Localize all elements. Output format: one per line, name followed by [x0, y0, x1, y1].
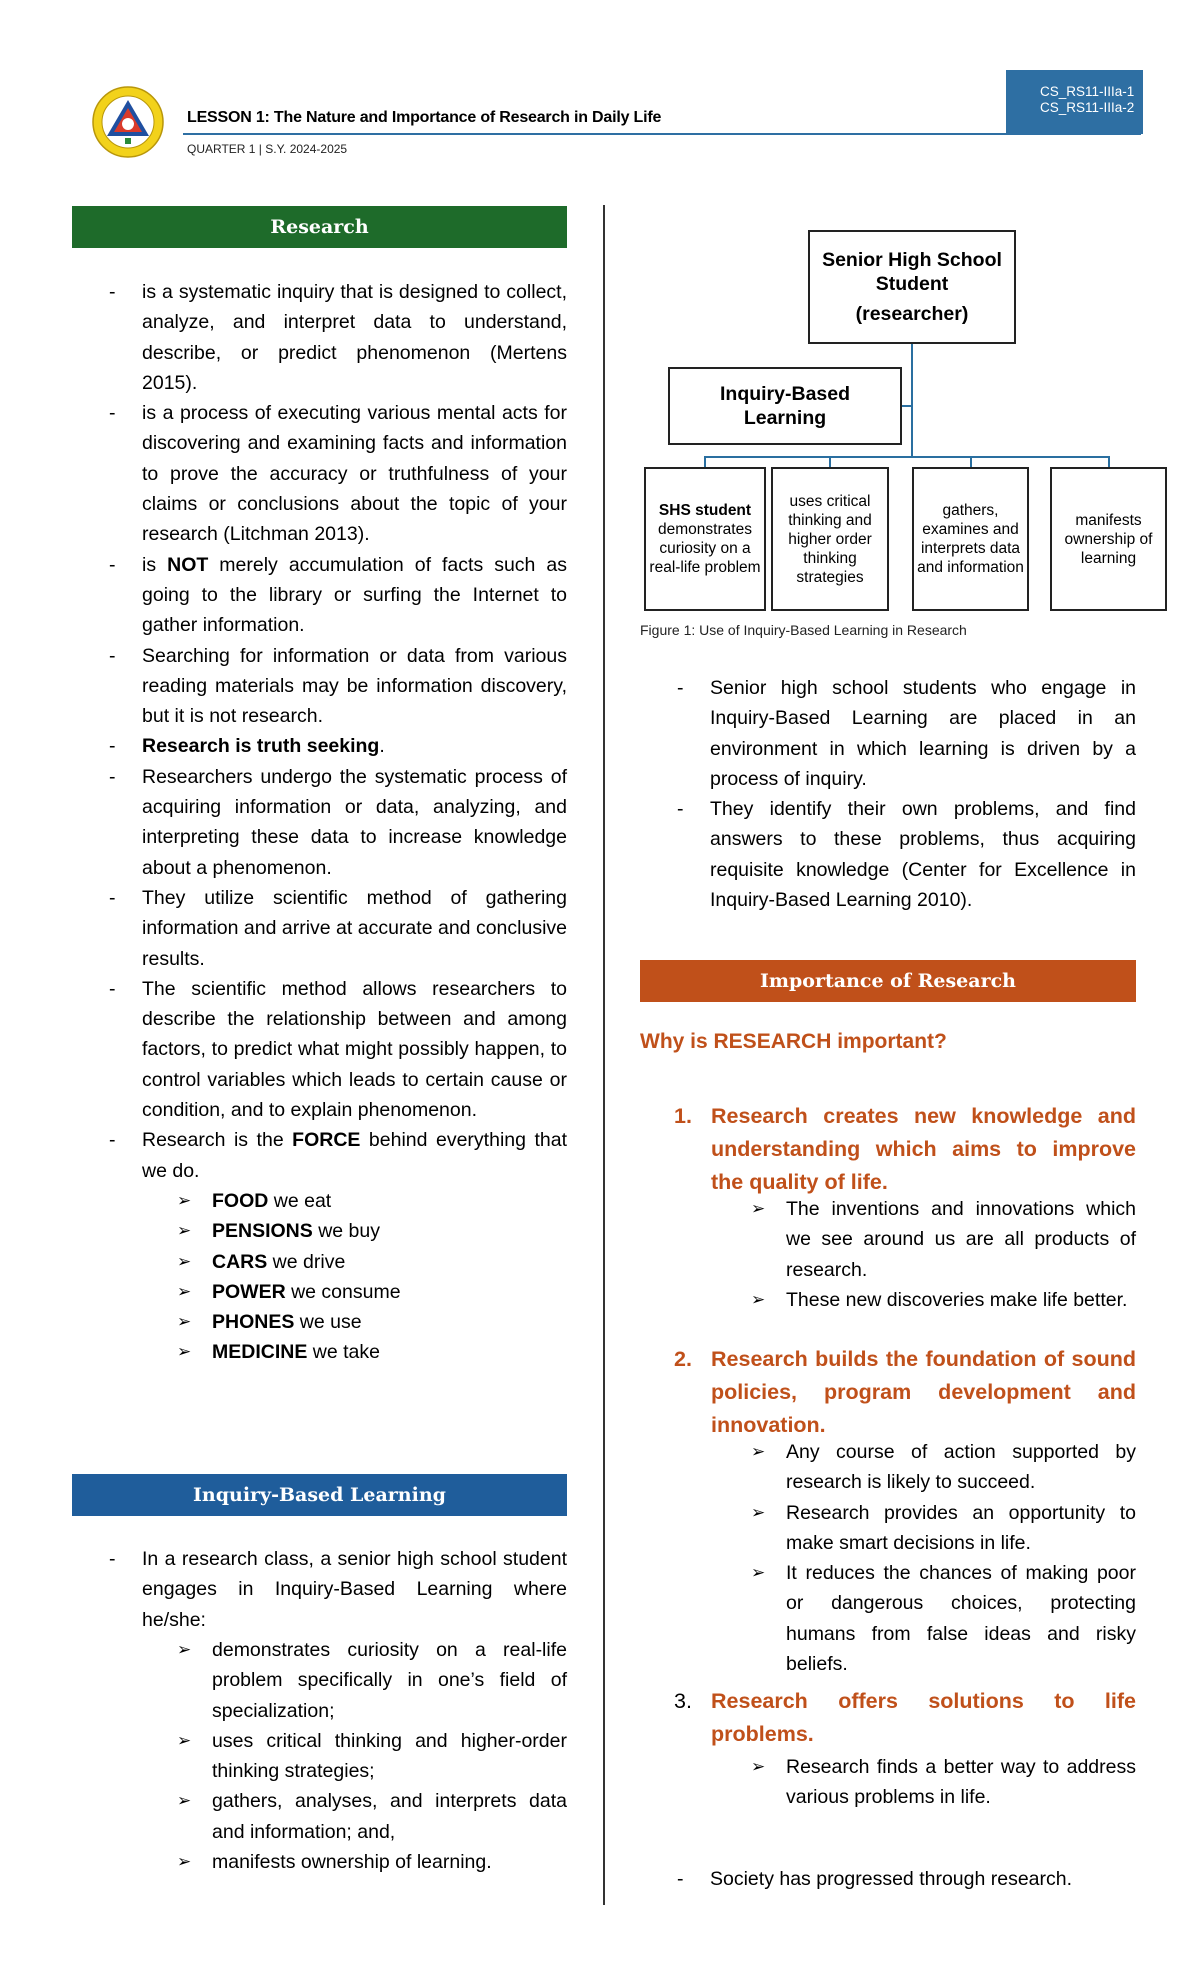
list-item	[177, 1337, 567, 1367]
text-span: .	[379, 735, 385, 758]
emphasis: NOT	[167, 553, 209, 576]
node-text: gathers, examines and interprets data and information	[917, 502, 1024, 576]
list-item: - Researchers undergo the systematic process of acquiring information or data, analyzing, and interpreting these data to increase knowledge about a phenomenon.	[107, 762, 567, 883]
importance-heading: Importance of Research	[640, 960, 1136, 1002]
research-section	[107, 277, 567, 1368]
list-item: - Senior high school students who engage in Inquiry-Based Learning are placed in an environment in which learning is driven by a process of inquiry.	[675, 673, 1136, 794]
diagram-node-curiosity	[644, 467, 766, 611]
list-item: - is a process of executing various mental acts for discovering and examining facts and information to prove the accuracy or truthfulness of your claims or conclusions about the topic of your research (Litchman 2013).	[107, 398, 567, 549]
research-heading: Research	[72, 206, 567, 248]
connector-line	[704, 456, 1110, 458]
node-text: Inquiry-Based	[719, 383, 851, 405]
society-list	[675, 1864, 1136, 1894]
detail-list	[751, 1437, 1136, 1679]
school-seal-logo	[92, 86, 164, 158]
text-span: we buy	[312, 1220, 380, 1243]
list-item	[107, 550, 567, 641]
list-item: - They identify their own problems, and find answers to these problems, thus acquiring requisite knowledge (Center for Excellence in Inquiry-Based Learning 2010).	[675, 794, 1136, 915]
list-item: - is a systematic inquiry that is designed to collect, analyze, and interpret data to understand, describe, or predict phenomenon (Mertens 2015).	[107, 277, 567, 398]
ibl-intro-list	[107, 1544, 567, 1635]
list-item	[177, 1216, 567, 1246]
ibl-explanation	[675, 673, 1136, 915]
list-item	[107, 731, 567, 761]
emphasis: FOOD	[212, 1189, 269, 1212]
point-text: Research offers solutions to life problems.	[711, 1689, 1136, 1746]
importance-point-3-details	[751, 1752, 1136, 1813]
ibl-explanation-list	[675, 673, 1136, 915]
importance-point-3	[674, 1685, 1136, 1751]
ibl-heading: Inquiry-Based Learning	[72, 1474, 567, 1516]
text-span: behind everything that we do.	[142, 1129, 567, 1182]
diagram-node-ownership	[1050, 467, 1167, 611]
list-item	[177, 1307, 567, 1337]
detail-list	[751, 1194, 1136, 1315]
emphasis: PENSIONS	[212, 1220, 313, 1243]
emphasis: POWER	[212, 1280, 286, 1303]
point-text: Research creates new knowledge and understanding which aims to improve the quality of life.	[711, 1104, 1136, 1194]
emphasis: Research is truth seeking	[142, 735, 380, 758]
figure-caption: Figure 1: Use of Inquiry-Based Learning in Research	[640, 622, 967, 638]
list-item: ➢ gathers, analyses, and interprets data and information; and,	[177, 1786, 567, 1847]
list-item: ➢ demonstrates curiosity on a real-life problem specifically in one’s field of specialization;	[177, 1635, 567, 1726]
competency-code: CS_RS11-IIIa-1	[1040, 84, 1135, 99]
node-text: (researcher)	[855, 303, 969, 325]
importance-point-2	[674, 1343, 1136, 1442]
competency-code: CS_RS11-IIIa-2	[1040, 100, 1135, 115]
quarter-label: QUARTER 1 | S.Y. 2024-2025	[187, 142, 348, 156]
lesson-title	[187, 109, 661, 127]
connector-line	[902, 405, 912, 407]
research-bullet-list	[107, 277, 567, 1186]
item-number: 3.	[674, 1689, 692, 1713]
column-divider	[603, 205, 605, 1905]
importance-point-1	[674, 1100, 1136, 1199]
society-statement	[675, 1864, 1136, 1894]
text-span: we drive	[267, 1250, 346, 1273]
node-text: Student	[875, 273, 949, 295]
detail-list	[751, 1752, 1136, 1813]
ibl-item-list	[177, 1635, 567, 1877]
text-span: we consume	[285, 1280, 401, 1303]
text-span: we eat	[268, 1189, 332, 1212]
emphasis: PHONES	[212, 1311, 295, 1334]
ibl-diagram	[640, 230, 1153, 620]
list-item: - The scientific method allows researchers to describe the relationship between and among factors, to predict what might possibly happen, to control variables which leads to certain cause or condition, and to explain phenomenon.	[107, 974, 567, 1125]
list-item	[177, 1277, 567, 1307]
importance-point-1-details	[751, 1194, 1136, 1315]
node-text: uses critical thinking and higher order thinking strategies	[788, 492, 872, 586]
list-item: ➢ Any course of action supported by research is likely to succeed.	[751, 1437, 1136, 1498]
list-item: - They utilize scientific method of gathering information and arrive at accurate and conclusive results.	[107, 883, 567, 974]
emphasis: FORCE	[292, 1129, 361, 1152]
text-span: merely accumulation of facts such as going to the library or surfing the Internet to gather information.	[142, 553, 568, 637]
node-text: manifests ownership of learning	[1064, 511, 1153, 567]
list-item: ➢ Research finds a better way to address various problems in life.	[751, 1752, 1136, 1813]
importance-point-2-details	[751, 1437, 1136, 1679]
list-item	[177, 1186, 567, 1216]
node-text: SHS student	[658, 502, 752, 519]
diagram-node-student	[808, 230, 1016, 344]
diagram-node-critical-thinking	[771, 467, 889, 611]
list-item: ➢ Research provides an opportunity to make smart decisions in life.	[751, 1498, 1136, 1559]
text-span: we take	[307, 1341, 380, 1364]
diagram-node-data	[912, 467, 1029, 611]
header-rule	[183, 133, 1141, 135]
importance-question: Why is RESEARCH important?	[640, 1030, 947, 1053]
node-text: Senior High School	[822, 249, 1002, 271]
text-span: Research is the	[142, 1129, 293, 1152]
node-text: demonstrates curiosity on a real-life problem	[649, 521, 761, 576]
text-span: we use	[294, 1311, 362, 1334]
list-item: - Society has progressed through research.	[675, 1864, 1136, 1894]
point-text: Research builds the foundation of sound policies, program development and innovation.	[711, 1347, 1136, 1437]
text-span: is	[142, 553, 168, 576]
ibl-intro	[107, 1544, 567, 1635]
list-item: - Searching for information or data from various reading materials may be information discovery, but it is not research.	[107, 641, 567, 732]
diagram-node-ibl	[668, 367, 902, 445]
lesson-label: LESSON 1:	[187, 109, 270, 126]
ibl-items	[177, 1635, 567, 1877]
node-text: Learning	[743, 407, 827, 429]
list-item: ➢ The inventions and innovations which we see around us are all products of research.	[751, 1194, 1136, 1285]
list-item	[107, 1125, 567, 1186]
force-list	[177, 1186, 567, 1368]
emphasis: CARS	[212, 1250, 268, 1273]
list-item: - In a research class, a senior high school student engages in Inquiry-Based Learning where he/she:	[107, 1544, 567, 1635]
connector-line	[911, 344, 913, 457]
competency-code-box	[1006, 70, 1143, 134]
item-number: 2.	[674, 1347, 692, 1371]
item-number: 1.	[674, 1104, 692, 1128]
list-item: ➢ These new discoveries make life better.	[751, 1285, 1136, 1315]
list-item	[177, 1247, 567, 1277]
list-item: ➢ It reduces the chances of making poor or dangerous choices, protecting humans from false ideas and risky beliefs.	[751, 1558, 1136, 1679]
list-item: ➢ uses critical thinking and higher-order thinking strategies;	[177, 1726, 567, 1787]
emphasis: MEDICINE	[212, 1341, 308, 1364]
lesson-name: The Nature and Importance of Research in Daily Life	[273, 109, 662, 126]
list-item: ➢ manifests ownership of learning.	[177, 1847, 567, 1877]
